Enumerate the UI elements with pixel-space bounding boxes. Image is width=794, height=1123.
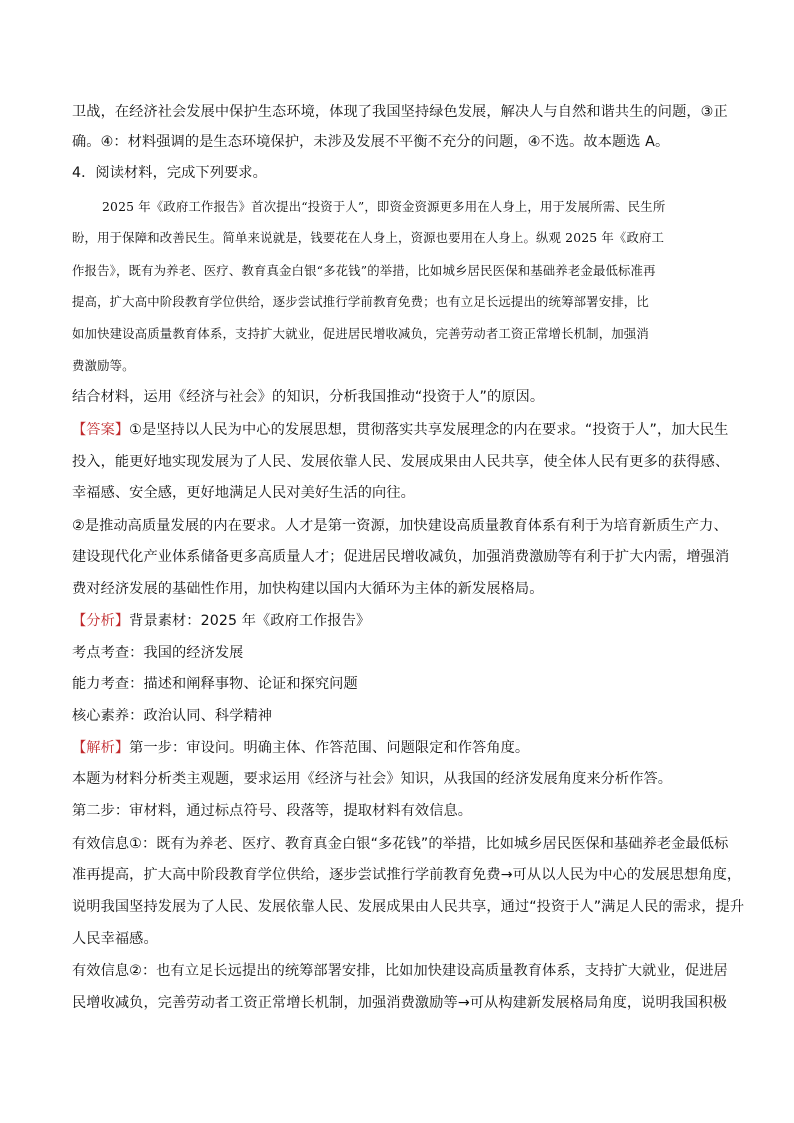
analysis-line: 考点考查：我国的经济发展 <box>72 645 244 661</box>
answer-line: 投入，能更好地实现发展为了人民、发展依靠人民、发展成果由人民共享，使全体人民有更多的获得感、 <box>72 454 730 470</box>
explain-line: 【解析】第一步：审设问。明确主体、作答范围、问题限定和作答角度。 <box>72 740 530 756</box>
explain-line: 人民幸福感。 <box>72 931 158 947</box>
material-line: 作报告》，既有为养老、医疗、教育真金白银“多花钱”的举措，比如城乡居民医保和基础养老金最低标准再 <box>72 263 656 278</box>
material-line: 费激励等。 <box>72 358 135 373</box>
answer-line: 费对经济发展的基础性作用，加快构建以国内大循环为主体的新发展格局。 <box>72 581 544 597</box>
paragraph-line: 确。④：材料强调的是生态环境保护，未涉及发展不平衡不充分的问题，④不选。故本题选 A。 <box>72 134 670 150</box>
material-line: 提高，扩大高中阶段教育学位供给，逐步尝试推行学前教育免费；也有立足长远提出的统筹部署安排，比 <box>72 294 649 309</box>
material-line: 盼，用于保障和改善民生。简单来说就是，钱要花在人身上，资源也要用在人身上。纵观 2025 年《政府工 <box>72 230 665 245</box>
explain-line: 有效信息①：既有为养老、医疗、教育真金白银“多花钱”的举措，比如城乡居民医保和基础养老金最低标 <box>72 836 729 852</box>
analysis-line: 【分析】背景素材：2025 年《政府工作报告》 <box>72 613 371 629</box>
answer-line: ②是推动高质量发展的内在要求。人才是第一资源，加快建设高质量教育体系有利于为培育新质生产力、 <box>72 518 728 534</box>
material-line: 2025 年《政府工作报告》首次提出“投资于人”，即资金资源更多用在人身上，用于发展所需、民生所 <box>102 199 666 214</box>
explain-line: 本题为材料分析类主观题，要求运用《经济与社会》知识，从我国的经济发展角度来分析作答。 <box>72 771 673 787</box>
answer-tag: 【答案】 <box>72 422 130 438</box>
explain-line: 民增收减负，完善劳动者工资正常增长机制，加强消费激励等→可从构建新发展格局角度，说明我国积极 <box>72 995 727 1011</box>
paragraph-line: 卫战，在经济社会发展中保护生态环境，体现了我国坚持绿色发展，解决人与自然和谐共生的问题，③正 <box>72 104 728 120</box>
material-line: 如加快建设高质量教育体系，支持扩大就业，促进居民增收减负，完善劳动者工资正常增长机制，加强消 <box>72 326 649 341</box>
explain-line: 准再提高，扩大高中阶段教育学位供给，逐步尝试推行学前教育免费→可从以人民为中心的发展思想角度， <box>72 867 742 883</box>
analysis-line: 能力考查：描述和阐释事物、论证和探究问题 <box>72 676 358 692</box>
analysis-tag: 【分析】 <box>72 613 130 629</box>
answer-line: 建设现代化产业体系储备更多高质量人才；促进居民增收减负，加强消费激励等有利于扩大内需，增强消 <box>72 549 730 565</box>
question-prompt: 结合材料，运用《经济与社会》的知识，分析我国推动“投资于人”的原因。 <box>72 389 545 405</box>
explain-tag: 【解析】 <box>72 740 130 756</box>
answer-line: 【答案】①是坚持以人民为中心的发展思想，贯彻落实共享发展理念的内在要求。“投资于人”，加大民生 <box>72 422 729 438</box>
explain-line: 说明我国坚持发展为了人民、发展依靠人民、发展成果由人民共享，通过“投资于人”满足人民的需求，提升 <box>72 899 745 915</box>
info2-label: 有效信息② <box>72 963 142 979</box>
analysis-line: 核心素养：政治认同、科学精神 <box>72 708 273 724</box>
explain-line: 有效信息②：也有立足长远提出的统筹部署安排，比如加快建设高质量教育体系，支持扩大就业，促进居 <box>72 963 728 979</box>
explain-line: 第二步：审材料，通过标点符号、段落等，提取材料有效信息。 <box>72 803 473 819</box>
answer-line: 幸福感、安全感，更好地满足人民对美好生活的向往。 <box>72 485 415 501</box>
question-heading: 4．阅读材料，完成下列要求。 <box>72 165 267 181</box>
